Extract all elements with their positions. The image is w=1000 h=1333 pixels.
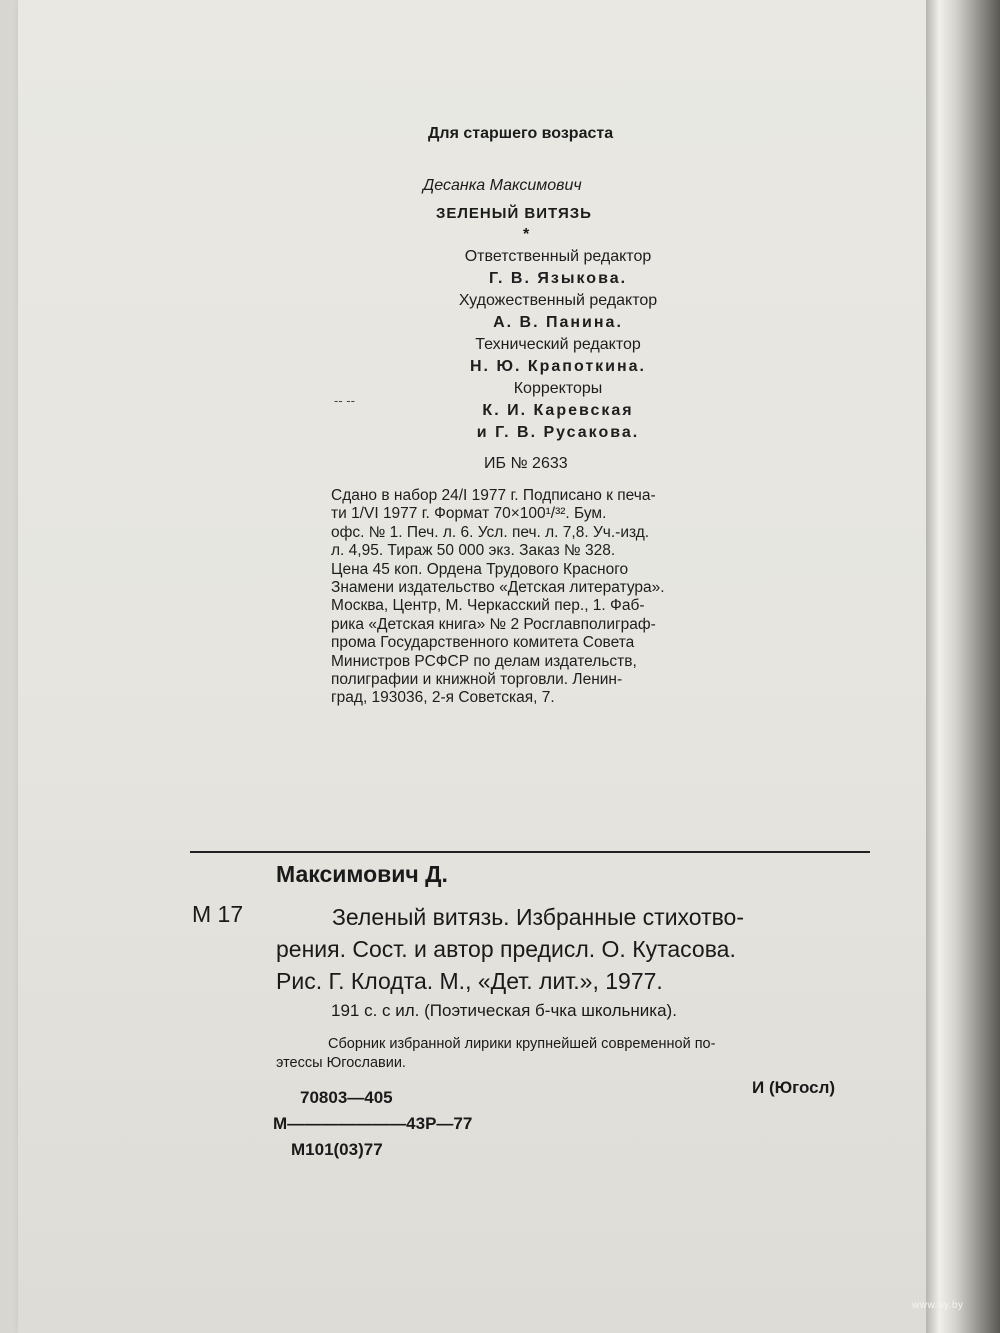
imprint-line: л. 4,95. Тираж 50 000 экз. Заказ № 328. — [331, 542, 616, 560]
credit-name: К. И. Каревская — [482, 402, 634, 419]
card-classification: И (Югосл) — [752, 1078, 836, 1097]
index-code: М———————43Р—77 — [273, 1114, 473, 1133]
imprint-line: прома Государственного комитета Совета — [331, 634, 635, 652]
isbn-number: ИБ № 2633 — [484, 455, 568, 472]
imprint-line: Знамени издательство «Детская литература». — [331, 579, 665, 597]
index-code: М101(03)77 — [291, 1140, 383, 1159]
card-line: рения. Сост. и автор предисл. О. Кутасова. — [276, 936, 736, 962]
imprint-line: град, 193036, 2-я Советская, 7. — [331, 689, 555, 707]
imprint-line: рика «Детская книга» № 2 Росглавполиграф- — [331, 615, 656, 633]
annotation-line: Сборник избранной лирики крупнейшей современной по- — [328, 1036, 716, 1052]
credit-name: и Г. В. Русакова. — [476, 424, 640, 441]
imprint-line: ти 1/VI 1977 г. Формат 70×100¹/³². Бум. — [331, 505, 607, 523]
credit-role: Художественный редактор — [458, 292, 658, 309]
book-page — [18, 0, 926, 1333]
catalog-card-rule — [190, 851, 870, 853]
author-name: Десанка Максимович — [423, 177, 582, 194]
imprint-block — [331, 487, 751, 708]
card-index-codes — [273, 1085, 472, 1163]
separator-star: * — [523, 226, 530, 243]
credit-role: Корректоры — [513, 380, 603, 397]
imprint-line: полиграфии и книжной торговли. Ленин- — [331, 671, 623, 689]
card-line: Рис. Г. Клодта. М., «Дет. лит.», 1977. — [276, 968, 663, 994]
imprint-line: Министров РСФСР по делам издательств, — [331, 652, 637, 670]
index-code: 70803—405 — [300, 1088, 393, 1107]
page-edge — [926, 0, 1000, 1333]
imprint-line: Москва, Центр, М. Черкасский пер., 1. Фаб- — [331, 597, 645, 615]
imprint-line: Цена 45 коп. Ордена Трудового Красного — [331, 560, 629, 578]
credit-name: А. В. Панина. — [493, 314, 623, 331]
credit-role: Ответственный редактор — [464, 248, 652, 265]
age-rating: Для старшего возраста — [428, 125, 614, 142]
watermark: www.ay.by — [912, 1300, 964, 1311]
card-description — [276, 901, 876, 997]
imprint-line: офс. № 1. Печ. л. 6. Усл. печ. л. 7,8. Уч.-изд. — [331, 523, 650, 541]
credits-block — [398, 246, 718, 444]
dash-mark: -- -- — [334, 393, 355, 408]
card-annotation — [276, 1035, 876, 1073]
card-extent: 191 с. с ил. (Поэтическая б-чка школьника). — [331, 1001, 677, 1020]
imprint-line: Сдано в набор 24/I 1977 г. Подписано к печа- — [331, 487, 656, 504]
annotation-line: этессы Югославии. — [276, 1055, 406, 1071]
book-title: ЗЕЛЕНЫЙ ВИТЯЗЬ — [436, 205, 592, 222]
credit-name: Г. В. Языкова. — [488, 270, 628, 287]
credit-role: Технический редактор — [475, 336, 641, 353]
card-author-code: М 17 — [192, 901, 244, 927]
card-line: Зеленый витязь. Избранные стихотво- — [332, 904, 745, 930]
credit-name: Н. Ю. Крапоткина. — [470, 358, 646, 375]
card-author: Максимович Д. — [276, 861, 448, 887]
